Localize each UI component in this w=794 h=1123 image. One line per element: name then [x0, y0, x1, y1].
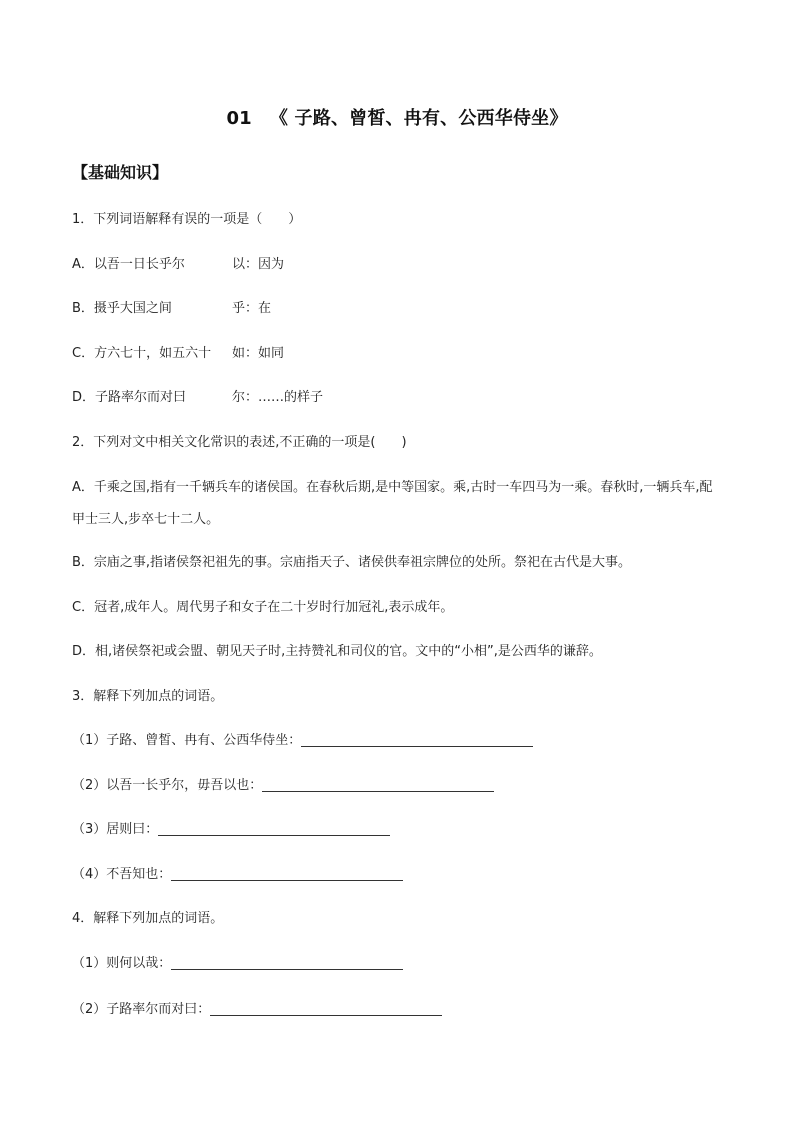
- question-1-stem: 1．下列词语解释有误的一项是（ ）: [72, 212, 302, 227]
- question-3-item-2: [72, 776, 494, 796]
- option-c-text: C．方六七十，如五六十: [72, 346, 212, 361]
- question-2-option-c: C．冠者,成年人。周代男子和女子在二十岁时行加冠礼,表示成年。: [72, 600, 454, 615]
- option-d-text: D．子路率尔而对曰: [72, 390, 187, 405]
- option-a-text: A．以吾一日长乎尔: [72, 257, 185, 272]
- answer-blank[interactable]: [210, 1001, 442, 1016]
- question-3-stem: 3．解释下列加点的词语。: [72, 689, 224, 704]
- question-1-option-d: [72, 388, 323, 408]
- lesson-title: 《 子路、曾皙、冉有、公西华侍坐》: [269, 108, 568, 129]
- answer-blank[interactable]: [171, 955, 403, 970]
- question-2-option-d: D．相,诸侯祭祀或会盟、朝见天子时,主持赞礼和司仪的官。文中的“小相”,是公西华的谦辞。: [72, 644, 602, 659]
- option-d-note: 尔：……的样子: [232, 390, 324, 405]
- answer-blank[interactable]: [171, 866, 403, 881]
- item-label: （1）子路、曾皙、冉有、公西华侍坐：: [72, 733, 302, 748]
- option-b-text: B．摄乎大国之间: [72, 301, 172, 316]
- option-c-note: 如：如同: [232, 346, 285, 361]
- question-3-item-1: [72, 731, 533, 751]
- question-2-option-b: B．宗庙之事,指诸侯祭祀祖先的事。宗庙指天子、诸侯供奉祖宗牌位的处所。祭祀在古代是大事。: [72, 555, 632, 570]
- question-2-option-a: A．千乘之国,指有一千辆兵车的诸侯国。在春秋后期,是中等国家。乘,古时一车四马为一乘。春秋时,一辆兵车,配甲士三人,步卒七十二人。: [72, 480, 713, 527]
- answer-blank[interactable]: [262, 777, 494, 792]
- item-label: （2）子路率尔而对曰：: [72, 1002, 211, 1017]
- question-3-item-4: [72, 865, 403, 885]
- answer-blank[interactable]: [301, 732, 533, 747]
- question-1-option-a: [72, 255, 284, 275]
- option-b-note: 乎：在: [232, 301, 272, 316]
- option-a-note: 以：因为: [232, 257, 285, 272]
- question-1-option-c: [72, 344, 284, 364]
- item-label: （2）以吾一长乎尔，毋吾以也：: [72, 778, 263, 793]
- question-2-stem: 2．下列对文中相关文化常识的表述,不正确的一项是( ): [72, 435, 407, 450]
- item-label: （4）不吾知也：: [72, 867, 172, 882]
- question-4-item-1: [72, 954, 403, 974]
- question-4-item-2: [72, 1000, 442, 1020]
- section-heading: 【基础知识】: [72, 163, 169, 182]
- answer-blank[interactable]: [158, 821, 390, 836]
- page-title: [0, 104, 794, 130]
- lesson-number: 01: [226, 108, 252, 129]
- item-label: （1）则何以哉：: [72, 956, 172, 971]
- question-1-option-b: [72, 299, 271, 319]
- question-3-item-3: [72, 820, 390, 840]
- question-4-stem: 4．解释下列加点的词语。: [72, 911, 224, 926]
- item-label: （3）居则曰：: [72, 822, 159, 837]
